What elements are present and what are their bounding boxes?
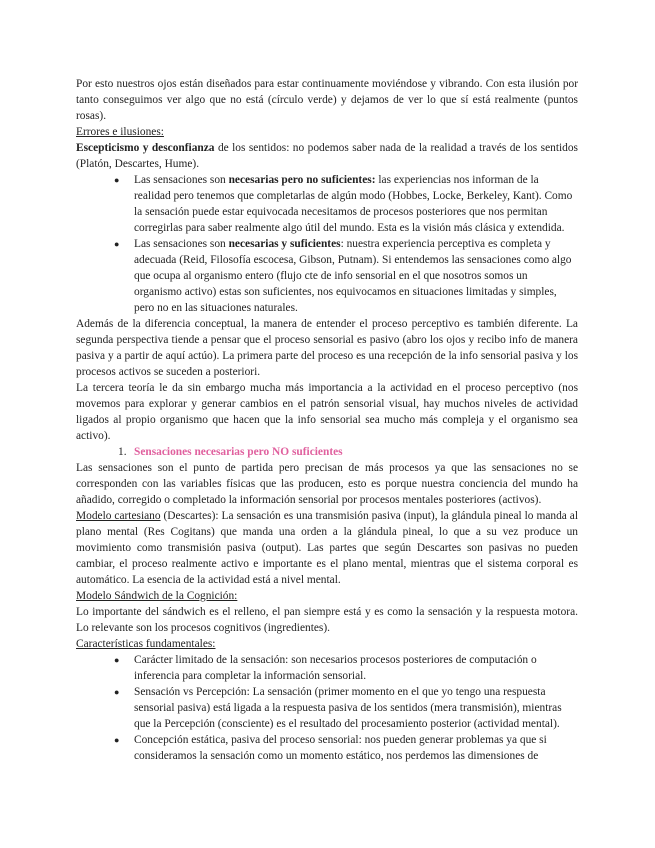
document-page <box>76 76 578 764</box>
section-list <box>76 444 578 460</box>
list-item <box>76 236 578 316</box>
bullet-icon: ● <box>114 239 120 249</box>
bullet-icon: ● <box>114 735 120 745</box>
cartesiano-label: Modelo cartesiano <box>76 510 161 522</box>
list-item-text: Carácter limitado de la sensación: son necesarios procesos posteriores de computación o inferencia para completar la información sensorial. <box>134 654 537 682</box>
escepticismo-paragraph <box>76 140 578 172</box>
section-heading <box>76 444 578 460</box>
list-item-bold: necesarias pero no suficientes: <box>228 174 376 186</box>
errores-heading: Errores e ilusiones: <box>76 126 164 138</box>
bullet-icon: ● <box>114 655 120 665</box>
escepticismo-bold: Escepticismo y desconfianza <box>76 142 215 154</box>
list-item <box>76 652 578 684</box>
bullet-icon: ● <box>114 687 120 697</box>
list-item <box>76 172 578 236</box>
list-item <box>76 732 578 764</box>
sensaciones-paragraph: Las sensaciones son el punto de partida pero precisan de más procesos ya que las sensaciones no se corresponden con las variables físicas que las producen, esto es porque nuestra conciencia del mundo ha añadido, corregido o completado la información sensorial por procesos mentales posteriores (activos). <box>76 462 578 506</box>
section-number: 1. <box>118 446 127 458</box>
intro-paragraph: Por esto nuestros ojos están diseñados para estar continuamente moviéndose y vibrando. Con esta ilusión por tanto conseguimos ver algo que no está (círculo verde) y dejamos de ver lo que sí está realmente (puntos rosas). <box>76 78 578 122</box>
tercera-paragraph: La tercera teoría le da sin embargo mucha más importancia a la actividad en el proceso perceptivo (nos movemos para explorar y generar cambios en el patrón sensorial visual, hay muchos niveles de actividad ligados al propio organismo que hacen que la info sensorial sea mucho más compleja y el organismo sea activo). <box>76 382 578 442</box>
sandwich-paragraph: Lo importante del sándwich es el relleno, el pan siempre está y es como la sensación y la respuesta motora. Lo relevante son los procesos cognitivos (ingredientes). <box>76 606 578 634</box>
list-item-text: Concepción estática, pasiva del proceso sensorial: nos pueden generar problemas ya que si consideramos la sensación como un momento estático, nos perdemos las dimensiones de <box>134 734 547 762</box>
cartesiano-paragraph <box>76 508 578 588</box>
bullet-icon: ● <box>114 175 120 185</box>
list-item-text: Sensación vs Percepción: La sensación (primer momento en el que yo tengo una respuesta sensorial pasiva) está ligada a la respuesta pasiva de los sentidos (mera transmisión), mientras que la Percepción (consciente) es el resultado del procesamiento posterior (actividad mental). <box>134 686 562 730</box>
errores-list <box>76 172 578 316</box>
list-item-pre: Las sensaciones son <box>134 174 229 186</box>
caracteristicas-list <box>76 652 578 764</box>
caracteristicas-heading: Características fundamentales: <box>76 638 216 650</box>
list-item <box>76 684 578 732</box>
sandwich-heading: Modelo Sándwich de la Cognición: <box>76 590 238 602</box>
escepticismo-rest: de los sentidos: no podemos saber nada de la realidad a través de los sentidos (Platón, Descartes, Hume). <box>76 142 578 170</box>
section-title: Sensaciones necesarias pero NO suficientes <box>134 446 343 458</box>
cartesiano-text: (Descartes): La sensación es una transmisión pasiva (input), la glándula pineal lo manda al plano mental (Res Cogitans) que manda una orden a la glándula pineal, lo que a su vez produce un movimiento como transmisión pasiva (output). Las partes que según Descartes son pasivas no pueden cambiar, el proceso realmente activo e importante es el plano mental, mientras que el sistema corporal es automático. La esencia de la actividad está a nivel mental. <box>76 510 578 586</box>
list-item-rest: : nuestra experiencia perceptiva es completa y adecuada (Reid, Filosofía escocesa, Gibson, Putnam). Si entendemos las sensaciones como algo que ocupa al organismo entero (flujo cte de info sensorial en el que nosotros somos un organismo activo) estas son suficientes, nos equivocamos en situaciones limitadas y simples, pero no en las situaciones naturales. <box>134 238 572 314</box>
ademas-paragraph: Además de la diferencia conceptual, la manera de entender el proceso perceptivo es también diferente. La segunda perspectiva tiende a pensar que el proceso sensorial es pasivo (abro los ojos y recibo info de manera pasiva y a partir de aquí actúo). La primera parte del proceso es una recepción de la info sensorial pasiva y los procesos activos se suceden a posteriori. <box>76 318 578 378</box>
list-item-rest: las experiencias nos informan de la realidad pero tenemos que completarlas de algún modo (Hobbes, Locke, Berkeley, Kant). Como la sensación puede estar equivocada necesitamos de procesos posteriores que nos permitan corregirlas para saber realmente algo útil del mundo. Esta es la visión más clásica y extendida. <box>134 174 573 234</box>
list-item-pre: Las sensaciones son <box>134 238 229 250</box>
list-item-bold: necesarias y suficientes <box>228 238 341 250</box>
